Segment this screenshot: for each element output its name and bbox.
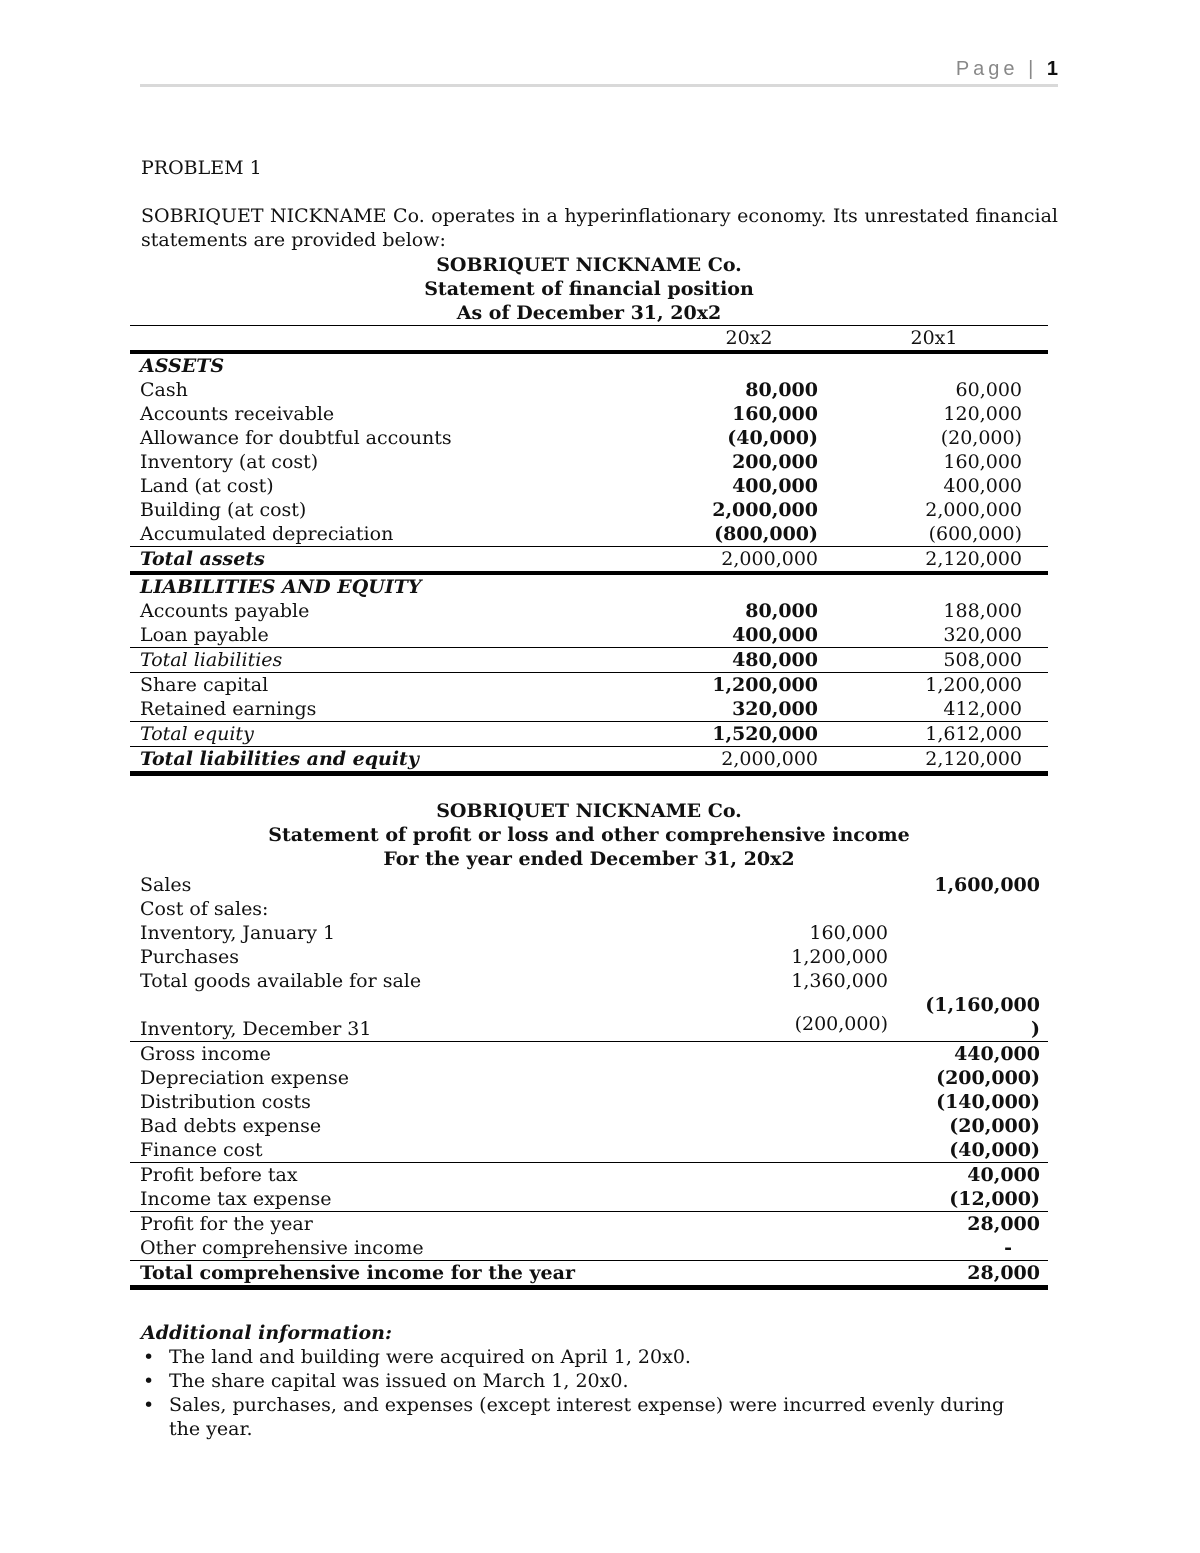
row-label: Gross income bbox=[130, 1042, 750, 1067]
value-20x2: 400,000 bbox=[732, 623, 818, 646]
table-row bbox=[130, 1163, 1048, 1188]
value-20x2: 160,000 bbox=[732, 402, 818, 425]
row-subvalue: 1,360,000 bbox=[791, 969, 888, 992]
total-liabilities-row bbox=[130, 648, 1048, 673]
row-label: Accounts receivable bbox=[140, 402, 335, 425]
row-label: Total goods available for sale bbox=[140, 969, 422, 992]
table-row bbox=[130, 474, 1048, 498]
list-item-text: The share capital was issued on March 1, 20x0. bbox=[169, 1370, 629, 1392]
value-20x1: 160,000 bbox=[943, 450, 1022, 473]
assets-heading: ASSETS bbox=[130, 352, 600, 378]
row-label: Cost of sales: bbox=[140, 897, 269, 920]
row-value: - bbox=[1004, 1236, 1012, 1259]
table-row bbox=[130, 1138, 1048, 1163]
tci-row bbox=[130, 1261, 1048, 1288]
page-separator: | bbox=[1028, 58, 1038, 80]
row-label: Inventory, December 31 bbox=[140, 1018, 372, 1040]
intro-paragraph: SOBRIQUET NICKNAME Co. operates in a hyperinflationary economy. Its unrestated financial statements are provided below: bbox=[141, 205, 1058, 251]
le-heading-row bbox=[130, 573, 1048, 599]
table-row bbox=[130, 1212, 1048, 1237]
value-20x1: 2,120,000 bbox=[820, 747, 1048, 774]
row-value: (40,000) bbox=[949, 1138, 1040, 1161]
row-label: Total equity bbox=[130, 722, 600, 747]
value-20x1: 120,000 bbox=[943, 402, 1022, 425]
value-20x2: 2,000,000 bbox=[600, 547, 820, 574]
problem-title: PROBLEM 1 bbox=[141, 157, 262, 179]
row-label: Profit before tax bbox=[130, 1163, 750, 1188]
bullet-icon: • bbox=[143, 1394, 155, 1416]
table-row bbox=[130, 402, 1048, 426]
table-row bbox=[130, 921, 1048, 945]
row-value: (20,000) bbox=[949, 1114, 1040, 1137]
row-value: 28,000 bbox=[890, 1261, 1048, 1288]
table-row bbox=[130, 1187, 1048, 1212]
value-20x2: 320,000 bbox=[732, 697, 818, 720]
row-label: Accounts payable bbox=[140, 599, 310, 622]
total-assets-row bbox=[130, 547, 1048, 574]
value-20x2: 1,520,000 bbox=[600, 722, 820, 747]
row-subvalue: (200,000) bbox=[794, 1012, 888, 1035]
row-label: Cash bbox=[140, 378, 188, 401]
row-label: Bad debts expense bbox=[140, 1114, 322, 1137]
list-item-text: The land and building were acquired on April 1, 20x0. bbox=[169, 1346, 691, 1368]
row-label: Finance cost bbox=[140, 1138, 263, 1161]
row-label: Profit for the year bbox=[130, 1212, 750, 1237]
row-label: Total liabilities bbox=[130, 648, 600, 673]
row-value: (200,000) bbox=[936, 1066, 1040, 1089]
row-label: Retained earnings bbox=[140, 697, 317, 720]
cost-of-sales-total-line1: (1,160,000 bbox=[925, 994, 1040, 1016]
table-row bbox=[130, 378, 1048, 402]
table-row bbox=[130, 1114, 1048, 1138]
value-20x1: 508,000 bbox=[820, 648, 1048, 673]
value-20x1: 60,000 bbox=[955, 378, 1022, 401]
row-label: Distribution costs bbox=[140, 1090, 311, 1113]
table-row bbox=[130, 993, 1048, 1042]
row-label: Purchases bbox=[140, 945, 240, 968]
value-20x1: 188,000 bbox=[943, 599, 1022, 622]
table-row bbox=[130, 1090, 1048, 1114]
row-label: Depreciation expense bbox=[140, 1066, 350, 1089]
table-row bbox=[130, 697, 1048, 722]
value-20x1: 320,000 bbox=[943, 623, 1022, 646]
table-row bbox=[130, 522, 1048, 547]
value-20x1: (20,000) bbox=[940, 426, 1022, 449]
table-row bbox=[130, 897, 1048, 921]
row-label: Total comprehensive income for the year bbox=[130, 1261, 750, 1288]
total-equity-row bbox=[130, 722, 1048, 747]
table-row bbox=[130, 1042, 1048, 1067]
pl-title: Statement of profit or loss and other comprehensive income bbox=[268, 824, 910, 846]
additional-heading: Additional information: bbox=[141, 1322, 392, 1344]
row-value: 1,600,000 bbox=[934, 873, 1040, 896]
cost-of-sales-total bbox=[890, 993, 1048, 1042]
table-row bbox=[130, 426, 1048, 450]
list-item bbox=[141, 1369, 1021, 1393]
row-value: 28,000 bbox=[890, 1212, 1048, 1237]
row-subvalue: 1,200,000 bbox=[791, 945, 888, 968]
table-row bbox=[130, 945, 1048, 969]
value-20x1: 400,000 bbox=[943, 474, 1022, 497]
value-20x2: 80,000 bbox=[745, 378, 818, 401]
row-label: Income tax expense bbox=[140, 1187, 332, 1210]
sfp-col-20x2: 20x2 bbox=[600, 326, 820, 353]
table-row bbox=[130, 450, 1048, 474]
table-row bbox=[130, 1236, 1048, 1261]
value-20x2: 200,000 bbox=[732, 450, 818, 473]
sfp-header-row bbox=[130, 326, 1048, 353]
row-label: Other comprehensive income bbox=[140, 1236, 424, 1259]
table-row bbox=[130, 498, 1048, 522]
value-20x1: 2,000,000 bbox=[925, 498, 1022, 521]
row-value: (140,000) bbox=[936, 1090, 1040, 1113]
table-row bbox=[130, 623, 1048, 648]
pl-table bbox=[130, 873, 1048, 1290]
table-row bbox=[130, 599, 1048, 623]
page-header bbox=[140, 58, 1058, 87]
bullet-icon: • bbox=[143, 1370, 155, 1392]
sfp-title: Statement of financial position bbox=[424, 278, 754, 300]
value-20x2: 480,000 bbox=[600, 648, 820, 673]
row-label: Total assets bbox=[130, 547, 600, 574]
row-label: Inventory, January 1 bbox=[140, 921, 336, 944]
cost-of-sales-total-line2: ) bbox=[1031, 1018, 1040, 1040]
table-row bbox=[130, 1066, 1048, 1090]
value-20x1: 412,000 bbox=[943, 697, 1022, 720]
value-20x2: 2,000,000 bbox=[600, 747, 820, 774]
value-20x2: 1,200,000 bbox=[600, 673, 820, 698]
row-label: Land (at cost) bbox=[140, 474, 274, 497]
list-item bbox=[141, 1393, 1021, 1441]
page-number: 1 bbox=[1046, 58, 1058, 80]
value-20x2: 80,000 bbox=[745, 599, 818, 622]
row-label: Sales bbox=[140, 873, 192, 896]
sfp-company: SOBRIQUET NICKNAME Co. bbox=[436, 254, 742, 276]
le-heading: LIABILITIES AND EQUITY bbox=[130, 573, 600, 599]
page-label: Page bbox=[955, 58, 1019, 80]
table-row bbox=[130, 873, 1048, 897]
sfp-col-20x1: 20x1 bbox=[820, 326, 1048, 353]
value-20x2: 400,000 bbox=[732, 474, 818, 497]
list-item bbox=[141, 1345, 1021, 1369]
row-value: 440,000 bbox=[890, 1042, 1048, 1067]
sfp-date: As of December 31, 20x2 bbox=[456, 302, 722, 324]
row-value: 40,000 bbox=[890, 1163, 1048, 1188]
value-20x1: 1,612,000 bbox=[820, 722, 1048, 747]
row-label: Inventory (at cost) bbox=[140, 450, 319, 473]
row-label: Building (at cost) bbox=[140, 498, 307, 521]
table-row bbox=[130, 969, 1048, 993]
row-label: Accumulated depreciation bbox=[140, 522, 394, 545]
assets-heading-row bbox=[130, 352, 1048, 378]
value-20x1: 1,200,000 bbox=[820, 673, 1048, 698]
value-20x2: (800,000) bbox=[714, 522, 818, 545]
row-label: Share capital bbox=[130, 673, 600, 698]
value-20x1: (600,000) bbox=[928, 522, 1022, 545]
bullet-icon: • bbox=[143, 1346, 155, 1368]
row-value: (12,000) bbox=[949, 1187, 1040, 1210]
table-row bbox=[130, 673, 1048, 698]
row-label: Total liabilities and equity bbox=[130, 747, 600, 774]
pl-period: For the year ended December 31, 20x2 bbox=[383, 848, 795, 870]
value-20x2: (40,000) bbox=[727, 426, 818, 449]
list-item-text: Sales, purchases, and expenses (except interest expense) were incurred evenly during the year. bbox=[169, 1394, 1005, 1440]
sfp-table bbox=[130, 325, 1048, 776]
total-le-row bbox=[130, 747, 1048, 774]
row-subvalue: 160,000 bbox=[809, 921, 888, 944]
additional-list bbox=[141, 1345, 1021, 1441]
pl-company: SOBRIQUET NICKNAME Co. bbox=[436, 800, 742, 822]
value-20x1: 2,120,000 bbox=[820, 547, 1048, 574]
row-label: Loan payable bbox=[140, 623, 269, 646]
value-20x2: 2,000,000 bbox=[712, 498, 818, 521]
row-label: Allowance for doubtful accounts bbox=[140, 426, 452, 449]
